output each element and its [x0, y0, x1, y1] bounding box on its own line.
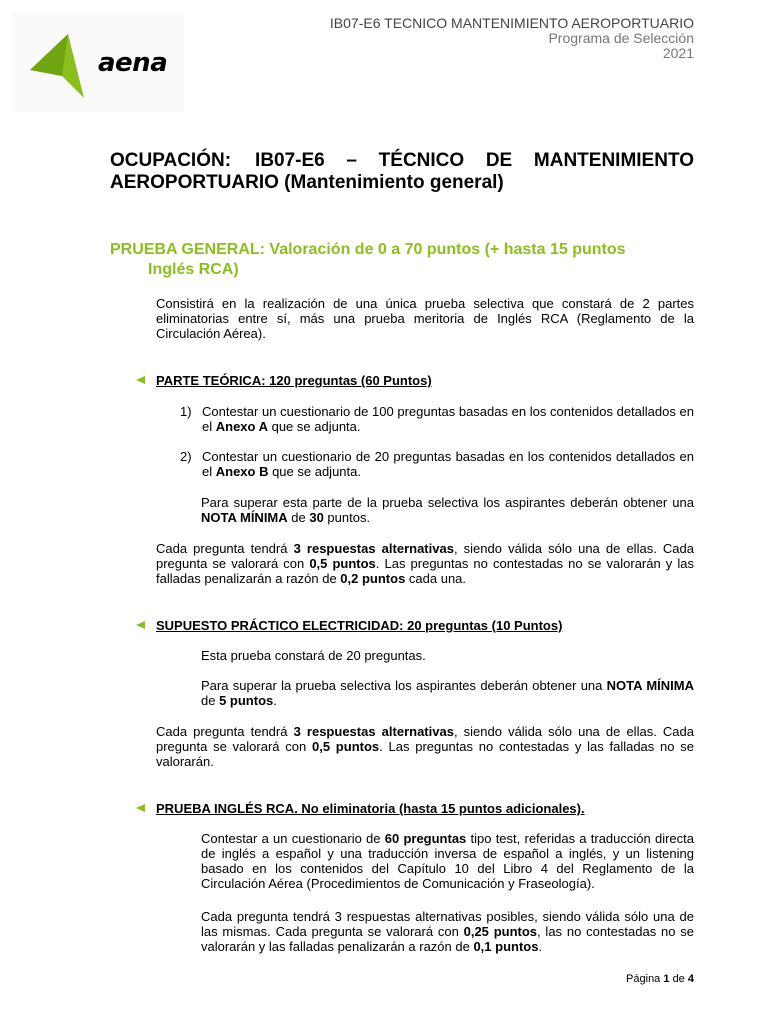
text-bold: 3 respuestas alternativas: [293, 541, 454, 556]
supuesto-rules: [156, 724, 694, 769]
item-number: 1): [180, 404, 192, 419]
page-title: [110, 150, 694, 194]
ingles-paragraph-1: [201, 831, 694, 891]
aena-logo-mark: [30, 32, 100, 102]
page-number: [626, 973, 694, 985]
text-segment: Cada pregunta tendrá: [156, 541, 294, 556]
ingles-heading: PRUEBA INGLÉS RCA. No eliminatoria (hasta 15 puntos adicionales).: [156, 801, 585, 816]
text-segment: Contestar un cuestionario de 100 preguntas basadas en los contenidos detallados en el: [202, 404, 694, 434]
text-bold: 0,2 puntos: [340, 571, 406, 586]
text-bold: 0,5 puntos: [309, 556, 376, 571]
text-segment: cada una.: [405, 571, 467, 586]
bullet-arrow-icon: [136, 621, 145, 629]
text-segment: , las no contestadas no se valorarán y las falladas penalizarán a razón de: [201, 924, 694, 954]
parte-teorica-heading: PARTE TEÓRICA: 120 preguntas (60 Puntos): [156, 373, 432, 388]
text-bold: 0,5 puntos: [311, 739, 380, 754]
item-number: 2): [180, 449, 192, 464]
text-bold: 5 puntos: [219, 693, 274, 708]
text-segment: puntos.: [323, 510, 371, 525]
parte-teorica-item-2: [202, 449, 694, 479]
aena-logo: [12, 12, 184, 112]
supuesto-heading: SUPUESTO PRÁCTICO ELECTRICIDAD: 20 preguntas (10 Puntos): [156, 618, 563, 633]
text-segment: Página: [626, 973, 661, 985]
bullet-arrow-icon: [136, 804, 145, 812]
ingles-paragraph-2: [201, 909, 694, 954]
intro-paragraph: Consistirá en la realización de una única prueba selectiva que constará de 2 partes eliminatorias entre sí, más una prueba meritoria de Inglés RCA (Reglamento de la Circulación Aérea).: [156, 296, 694, 341]
text-segment: que se adjunta.: [268, 464, 361, 479]
header-subtitle: Programa de Selección: [548, 30, 694, 46]
header-year: 2021: [662, 45, 694, 61]
title-line2: AEROPORTUARIO (Mantenimiento general): [110, 172, 504, 193]
text-bold: NOTA MÍNIMA: [201, 510, 288, 525]
text-segment: , siendo válida sólo una de ellas. Cada pregunta se valorará con: [156, 541, 694, 571]
text-segment: , siendo válida sólo una de ellas. Cada pregunta se valorará con: [156, 724, 694, 754]
text-segment: Contestar un cuestionario de 20 preguntas basadas en los contenidos detallados en el: [202, 449, 694, 479]
text-bold: NOTA MÍNIMA: [606, 678, 694, 693]
prueba-general-line1: Valoración de 0 a 70 puntos (+ hasta 15 puntos: [269, 241, 626, 258]
document-header: [330, 16, 694, 61]
parte-teorica-item-1: [202, 404, 694, 434]
text-segment: de: [287, 510, 310, 525]
title-label: OCUPACIÓN:: [110, 150, 232, 171]
total-pages: 4: [687, 973, 694, 985]
text-segment: tipo test, referidas a traducción directa de inglés a español y una traducción inversa de español a inglés, y un listening basado en los contenidos del Capítulo 10 del Libro 4 del Reglamento de la Circulación Aérea (Procedimientos de Comunicación y Fraseología).: [201, 831, 694, 891]
prueba-general-label: PRUEBA GENERAL:: [110, 241, 265, 258]
current-page: 1: [663, 973, 670, 985]
text-segment: de: [672, 973, 685, 985]
text-segment: Para superar la prueba selectiva los aspirantes deberán obtener una: [201, 678, 607, 693]
text-segment: Cada pregunta tendrá 3 respuestas alternativas posibles, siendo válida sólo una de las mismas. Cada pregunta se valorará con: [201, 909, 694, 939]
brand-name: aena: [98, 48, 168, 78]
bullet-arrow-icon: [136, 376, 145, 384]
text-segment: que se adjunta.: [267, 419, 361, 434]
supuesto-nota-minima: [201, 678, 694, 708]
text-segment: Para superar esta parte de la prueba selectiva los aspirantes deberán obtener una: [201, 495, 694, 510]
text-bold: 3 respuestas alternativas: [293, 724, 454, 739]
text-segment: . Las preguntas no contestadas y las falladas no se valorarán.: [156, 739, 694, 769]
text-bold: 30: [309, 510, 324, 525]
parte-teorica-rules: [156, 541, 694, 586]
title-line1: IB07-E6 – TÉCNICO DE MANTENIMIENTO: [255, 150, 694, 171]
text-bold: 60 preguntas: [384, 831, 467, 846]
prueba-general-line2: Inglés RCA): [148, 261, 239, 278]
supuesto-paragraph-1: Esta prueba constará de 20 preguntas.: [201, 648, 426, 663]
anexo-a-ref: Anexo A: [215, 419, 268, 434]
text-segment: .: [538, 939, 543, 954]
text-segment: Cada pregunta tendrá: [156, 724, 294, 739]
prueba-general-heading: [110, 240, 694, 280]
text-segment: . Las preguntas no contestadas no se valorarán y las falladas penalizarán a razón de: [156, 556, 694, 586]
text-bold: 0,1 puntos: [473, 939, 539, 954]
text-bold: 0,25 puntos: [463, 924, 538, 939]
text-segment: Contestar a un cuestionario de: [201, 831, 385, 846]
text-segment: de: [201, 693, 220, 708]
parte-teorica-nota-minima: [201, 495, 694, 525]
header-title: IB07-E6 TECNICO MANTENIMIENTO AEROPORTUARIO: [329, 15, 694, 31]
text-segment: .: [273, 693, 277, 708]
anexo-b-ref: Anexo B: [215, 464, 269, 479]
